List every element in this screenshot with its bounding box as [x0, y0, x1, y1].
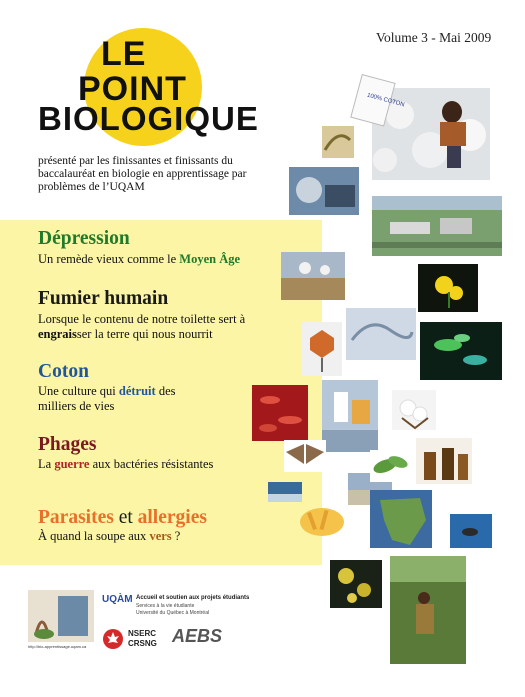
article-desc-parasites: À quand la soupe aux vers ? — [38, 529, 181, 543]
photo-moth — [284, 440, 326, 472]
photo-bacteriophage — [302, 322, 342, 376]
photo-insect — [450, 514, 492, 548]
aebs-logo: AEBS — [172, 626, 223, 646]
article-title-phages[interactable]: Phages — [38, 434, 97, 455]
uqam-logo: UQÀM — [102, 594, 133, 605]
cotton-tag-text: 100% COTON — [366, 92, 406, 109]
photo-yellow-flower — [418, 264, 478, 312]
photo-microorganism-1 — [322, 126, 354, 158]
article-title-coton[interactable]: Coton — [38, 361, 89, 382]
photo-factory-aerial — [372, 196, 502, 256]
maple-leaf-icon — [102, 628, 124, 650]
photo-field-worker — [390, 556, 466, 664]
article-desc-fumier-line1: Lorsque le contenu de notre toilette sert à — [38, 312, 246, 326]
masthead-le: LE — [101, 35, 147, 73]
photo-cotton-boll — [392, 390, 436, 430]
subtitle: présenté par les finissantes et finissants du baccalauréat en biologie en apprentissage par problèmes de l’UQAM — [38, 155, 247, 193]
article-desc-depression: Un remède vieux comme le Moyen Âge — [38, 252, 241, 266]
article-desc-phages: La guerre aux bactéries résistantes — [38, 457, 214, 471]
crsng-text: CRSNG — [128, 639, 157, 648]
photo-spiral-bacteria — [346, 308, 416, 360]
article-title-depression[interactable]: Dépression — [38, 228, 130, 249]
photo-leaves — [370, 450, 410, 482]
article-desc-fumier-line2: engraisser la terre qui nous nourrit — [38, 327, 213, 341]
photo-machine — [289, 167, 359, 215]
uqam-line3: Université du Québec à Montréal — [136, 610, 210, 616]
photo-green-bacteria — [420, 322, 502, 380]
masthead-point: POINT — [78, 70, 187, 108]
volume-date: Volume 3 - Mai 2009 — [376, 30, 492, 45]
photo-bottles — [416, 438, 472, 484]
photo-red-bacteria — [252, 385, 308, 441]
article-desc-coton-line2: milliers de vies — [38, 399, 115, 413]
photo-pills — [322, 380, 378, 452]
photo-wheat-field — [281, 252, 345, 300]
photo-yellow-cells — [330, 560, 382, 608]
bio-building-logo — [28, 590, 94, 652]
photo-fries — [300, 508, 344, 536]
article-desc-coton-line1: Une culture qui détruit des — [38, 384, 176, 398]
uqam-line2: Services à la vie étudiante — [136, 603, 195, 609]
nserc-text: NSERC — [128, 629, 157, 638]
uqam-line1: Accueil et soutien aux projets étudiants — [136, 595, 250, 601]
photo-map — [370, 490, 432, 548]
footer-url[interactable]: http://bio-apprentissage.uqam.ca — [28, 644, 87, 649]
article-title-parasites[interactable]: Parasites et allergies — [38, 507, 207, 528]
photo-water — [268, 482, 302, 502]
masthead-biologique: BIOLOGIQUE — [38, 100, 259, 137]
article-title-fumier[interactable]: Fumier humain — [38, 288, 169, 309]
